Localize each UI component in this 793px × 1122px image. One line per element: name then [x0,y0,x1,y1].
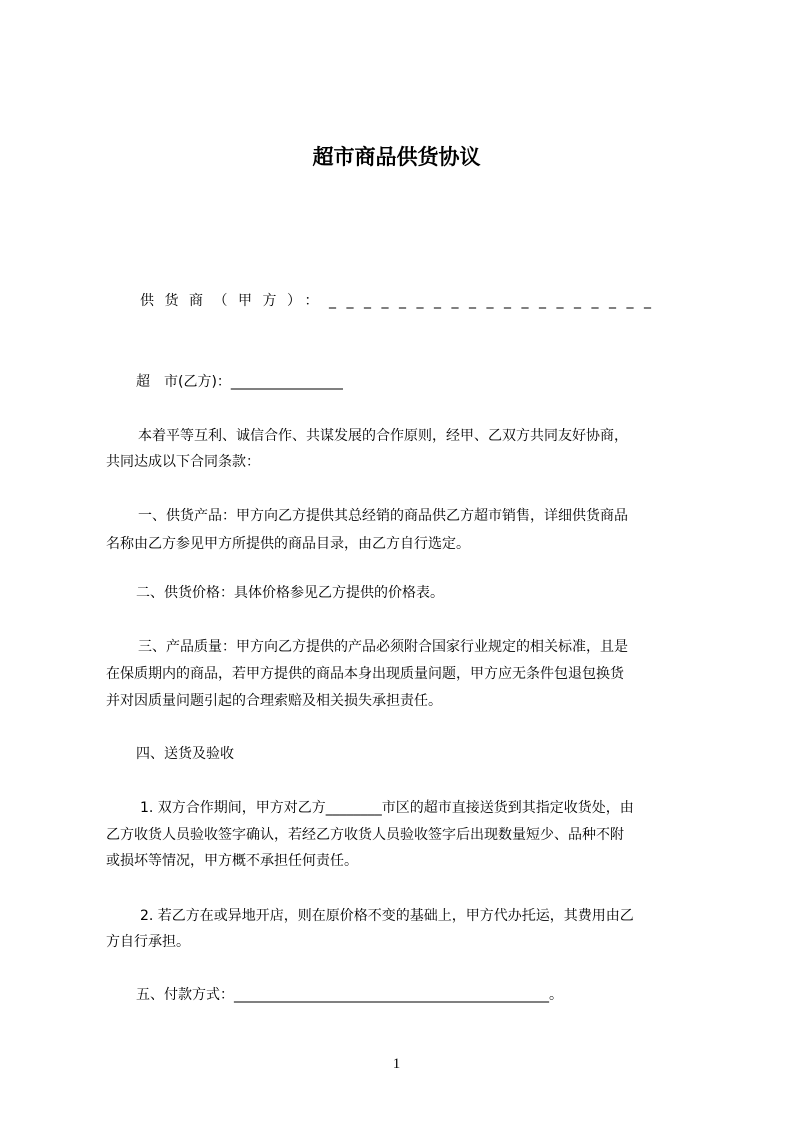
page-number: 1 [392,1056,401,1072]
clause-3-line-1: 三、产品质量：甲方向乙方提供的产品必须附合国家行业规定的相关标准，且是 [138,639,628,655]
supermarket-party-line: 超 市(乙方)：________________ [136,374,343,390]
preamble-line-2: 共同达成以下合同条款： [106,454,260,470]
clause-4-item-1-line-3: 或损坏等情况，甲方概不承担任何责任。 [106,853,358,869]
clause-1-line-1: 一、供货产品：甲方向乙方提供其总经销的商品供乙方超市销售，详细供货商品 [138,508,628,524]
clause-4-heading: 四、送货及验收 [136,746,234,762]
clause-4-item-2-line-1: 2. 若乙方在或异地开店，则在原价格不变的基础上，甲方代办托运，其费用由乙 [140,908,634,924]
clause-4-item-2-line-2: 方自行承担。 [106,934,190,950]
clause-4-item-1-line-1: 1. 双方合作期间，甲方对乙方________市区的超市直接送货到其指定收货处，由 [140,800,634,816]
clause-4-item-1-line-2: 乙方收货人员验收签字确认，若经乙方收货人员验收签字后出现数量短少、品种不附 [106,827,624,843]
page-title: 超市商品供货协议 [312,145,481,169]
clause-3-line-3: 并对因质量问题引起的合理索赔及相关损失承担责任。 [106,693,442,709]
clause-5-payment-line: 五、付款方式：_____________________________________________。 [136,987,563,1003]
clause-2-line-1: 二、供货价格：具体价格参见乙方提供的价格表。 [136,585,444,601]
clause-1-line-2: 名称由乙方参见甲方所提供的商品目录，由乙方自行选定。 [106,536,470,552]
supplier-party-line: 供货商（甲方）：___________________ [140,293,662,309]
preamble-line-1: 本着平等互利、诚信合作、共谋发展的合作原则，经甲、乙双方共同友好协商， [138,428,628,444]
clause-3-line-2: 在保质期内的商品，若甲方提供的商品本身出现质量问题，甲方应无条件包退包换货 [106,666,624,682]
